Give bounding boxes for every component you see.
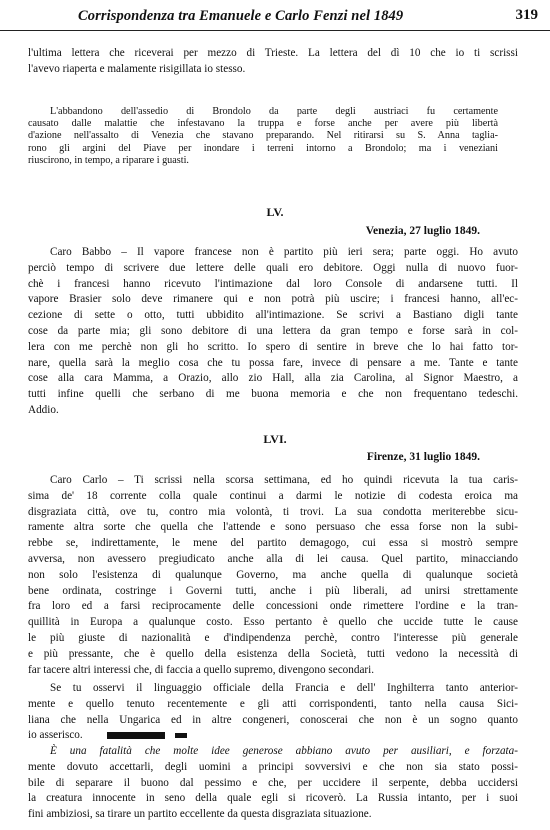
text-line: cezione di sette o otto, tutti ubbidito all'intimazione. Se scrivi a Bastiano digli tante — [28, 309, 518, 322]
text-line: l'avevo riaperta e malamente risigillata io stesso. — [28, 62, 246, 75]
text-line: Caro Babbo – Il vapore francese non è partito più ieri sera; parte oggi. Ho avuto — [50, 246, 518, 258]
text-line: bene ordinata, costringe i Governi tutti, anche i più liberali, ad unirsi strettamente — [28, 584, 518, 597]
text-line: ramente altra sorte che quella che l'attende e sono persuaso che essa forse non la subi- — [28, 521, 518, 534]
letter-lv-body — [28, 245, 518, 419]
text-line: fra loro ed a farsi reciprocamente delle concessioni onde rimettere l'ordine e la tran- — [28, 600, 518, 613]
text-line: vapore Brasier solo deve rimanere qui e non potrà più uscire; i francesi hanno, all'ec- — [28, 293, 518, 306]
page-header — [0, 0, 550, 31]
top-paragraph — [28, 46, 518, 78]
footnote — [28, 106, 498, 167]
text-line: mente dovuto accettarli, degli uomini a principi sovversivi e che non sia stato possi- — [28, 760, 518, 773]
text-line: fini ambiziosi, sa tirare un partito eccellente da questa disgraziata situazione. — [28, 808, 372, 821]
ink-smudge — [175, 733, 187, 738]
running-title: Corrispondenza tra Emanuele e Carlo Fenzi nel 1849 — [78, 8, 404, 24]
text-line — [28, 728, 518, 744]
dateline-lvi: Firenze, 31 luglio 1849. — [366, 451, 480, 463]
letter-lvi-paragraph-1 — [28, 473, 518, 678]
text-line: disgraziata città, ove tu, contro mia volontà, ti trovi. La sua condotta meriterebbe sicu- — [28, 505, 518, 518]
text-line: nare, quella sarà la meglio cosa che tu possa fare, invece di pensare a me. Tante e tante — [28, 356, 518, 369]
footnote-line: L'abbandono dell'assedio di Brondolo da parte degli austriaci fu certamente — [50, 106, 498, 117]
text-line: chè i francesi hanno ricevuto l'intimazione dal loro Console di andarsene tutti. Il — [28, 277, 518, 290]
text-line: tutti infine quelli che serbano di me buona memoria e che non frequentano tedeschi. — [28, 388, 518, 401]
text-line: lera con me perchè non gli ho scritto. Io spero di sentire in breve che lo hai fatto tor- — [28, 340, 518, 353]
text-line: È una fatalità che molte idee generose abbiano avuto per ausiliari, e forzata- — [50, 745, 518, 757]
text-line: bile di separare il buono dal pessimo e che, per uccidere il serpente, debba uccidersi — [28, 776, 518, 789]
text-line: sima de' 18 corrente colla quale continui a darmi le notizie di codesta eroica ma — [28, 489, 518, 502]
text-line: rebbe se, indirettamente, le mene del partito demagogo, cui essa si mostrò sempre — [28, 537, 518, 550]
text-line: Caro Carlo – Ti scrissi nella scorsa settimana, ed ho quindi ricevuta la tua caris- — [50, 474, 518, 486]
footnote-line: riuscirono, in tempo, a riparare i guasti. — [28, 154, 189, 166]
text-line: avversa, non avessero pregiudicato anche alla di lei causa. Quel partito, minacciando — [28, 552, 518, 565]
letter-number-lvi: LVI. — [263, 432, 287, 446]
dateline-lv: Venezia, 27 luglio 1849. — [365, 225, 480, 237]
text-line: l'ultima lettera che riceverai per mezzo di Trieste. La lettera del dì 10 che io ti scrissi — [28, 47, 518, 59]
text-line: mente e quello tenuto recentemente e gli atti corrispondenti, tanto nella causa Sici- — [28, 697, 518, 710]
footnote-line: causato dalle malattie che infestavano la truppa e forse anche per avere più libertà — [28, 118, 498, 130]
text-line: far tacere altri interessi che, di faccia a quello supremo, divengono secondari. — [28, 663, 375, 676]
letter-lvi-paragraph-3 — [28, 744, 518, 823]
text-line: le più giuste di nazionalità e d'indipendenza perchè, contro l'interesse più generale — [28, 631, 518, 644]
text-line: e più pressante, che è quello della esistenza della Società, tutti vedono la necessità di — [28, 647, 518, 660]
ink-smudge — [107, 732, 165, 739]
text-line: cose alla cara Mamma, a Orazio, allo zio Hall, alla zia Carolina, al Signor Maestro, a — [28, 372, 518, 385]
text-line: quillità in Europa a qualunque costo. Esso pertanto è quello che uccide tutte le cause — [28, 616, 518, 629]
text-fragment: io asserisco. — [28, 729, 83, 742]
letter-lvi-paragraph-2 — [28, 681, 518, 744]
text-line: Se tu osservi il linguaggio officiale della Francia e dell' Inghilterra tanto anterior- — [50, 682, 518, 694]
text-line: cose da parte mia; gli sono debitore di una lettera da gran tempo e forse sarà in col- — [28, 324, 518, 337]
text-line: Addio. — [28, 403, 59, 416]
text-line: perciò tempo di scrivere due lettere delle quali ero debitore. Oggi nulla di nuovo fuor- — [28, 261, 518, 274]
text-line: liana che nella Ungarica ed in altre congeneri, conoscerai che non è un sogno quanto — [28, 713, 518, 726]
text-line: non solo l'esistenza di qualunque Governo, ma anche quella di qualunque società — [28, 568, 518, 581]
footnote-line: rono gli argini del Piave per inondare i terreni intorno a Brondolo; ma i veneziani — [28, 142, 498, 154]
footnote-line: d'azione nell'assalto di Venezia che stavano preparando. Nel ritirarsi su S. Anna taglia- — [28, 130, 498, 142]
page-number: 319 — [515, 7, 538, 23]
text-line: la creatura innocente in seno della quale egli si ricoverò. La Russia intanto, per i suoi — [28, 792, 518, 805]
letter-number-lv: LV. — [266, 205, 284, 219]
